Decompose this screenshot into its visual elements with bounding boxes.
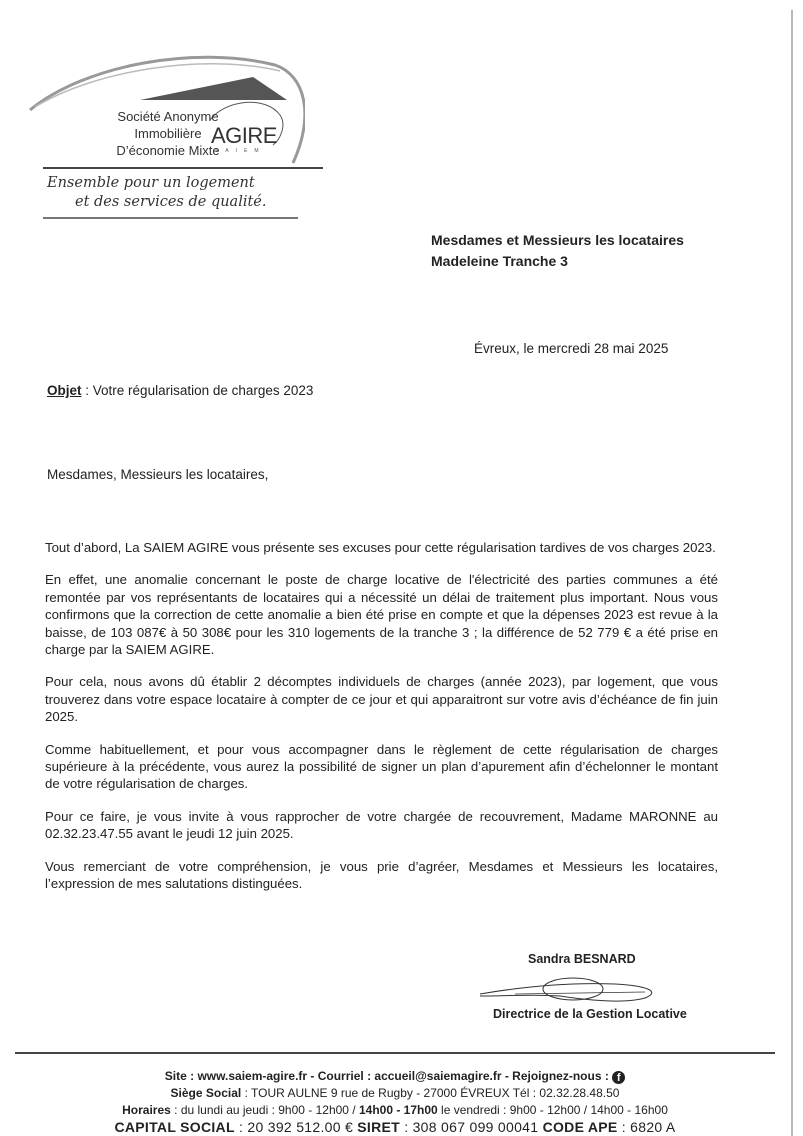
footer-divider	[15, 1052, 775, 1054]
paragraph: Pour cela, nous avons dû établir 2 décomptes individuels de charges (année 2023), par logement, que vous trouverez dans votre espace locataire à compter de ce jour et qui apparaitront sur votre avis d’échéance de fin juin 2025.	[45, 674, 718, 725]
salutation: Mesdames, Messieurs les locataires,	[47, 467, 269, 482]
paragraph: Comme habituellement, et pour vous accompagner dans le règlement de cette régularisation de charges supérieure à la précédente, vous aurez la possibilité de signer un plan d’apurement afin d’échelonner le montant de votre régularisation de charges.	[45, 741, 718, 792]
footer-address: Siège Social : TOUR AULNE 9 rue de Rugby - 27000 ÉVREUX Tél : 02.32.28.48.50	[170, 1086, 620, 1100]
phone-number: Tél : 02.32.28.48.50	[512, 1086, 620, 1100]
paragraph: En effet, une anomalie concernant le poste de charge locative de l'électricité des parties communes a été remontée par vos représentants de locataires qui a nécessité un délai de traitement plus important. Nous vous confirmons que la correction de cette anomalie a bien été prise en compte et que la dépenses 2023 est revue à la baisse, de 103 087€ à 50 308€ pour les 310 logements de la tranche 3 ; la différence de 52 779 € a été prise en charge par la SAIEM AGIRE.	[45, 572, 718, 658]
divider	[43, 167, 323, 169]
divider	[43, 217, 298, 219]
paragraph: Vous remerciant de votre compréhension, je vous prie d’agréer, Mesdames et Messieurs les locataires, l’expression de mes salutations distinguées.	[45, 858, 718, 892]
subject-label: Objet	[47, 383, 82, 398]
paragraph: Pour ce faire, je vous invite à vous rapprocher de votre chargée de recouvrement, Madame MARONNE au 02.32.23.47.55 avant le jeudi 12 juin 2025.	[45, 808, 718, 842]
signer-title: Directrice de la Gestion Locative	[493, 1007, 687, 1021]
brand-subtitle: SAIEM	[215, 148, 266, 154]
page-edge	[791, 10, 793, 1136]
brand-name: AGIRE	[211, 123, 277, 148]
company-logo	[25, 45, 305, 225]
letter-date: Évreux, le mercredi 28 mai 2025	[474, 341, 669, 356]
letter-body	[45, 539, 718, 908]
email-link[interactable]: accueil@saiemagire.fr	[374, 1069, 502, 1083]
signer-name: Sandra BESNARD	[528, 952, 636, 966]
website-link[interactable]: www.saiem-agire.fr	[197, 1069, 308, 1083]
recipient-address: Mesdames et Messieurs les locataires Madeleine Tranche 3	[431, 232, 684, 269]
paragraph: Tout d’abord, La SAIEM AGIRE vous présente ses excuses pour cette régularisation tardives de vos charges 2023.	[45, 540, 716, 555]
company-name: Société Anonyme Immobilière D’économie Mixte	[116, 109, 220, 158]
subject-text: Votre régularisation de charges 2023	[92, 383, 314, 398]
footer-contact: Site : www.saiem-agire.fr - Courriel : accueil@saiemagire.fr - Rejoignez-nous : f	[0, 1068, 790, 1085]
handwritten-signature-icon	[475, 972, 665, 1006]
footer-hours: Horaires : du lundi au jeudi : 9h00 - 12h00 / 14h00 - 17h00 le vendredi : 9h00 - 12h00 / 14h00 - 16h00	[122, 1103, 668, 1117]
footer-legal: CAPITAL SOCIAL : 20 392 512.00 € SIRET : 308 067 099 00041 CODE APE : 6820 A	[114, 1119, 676, 1135]
footer	[0, 1068, 790, 1136]
facebook-icon[interactable]: f	[612, 1071, 625, 1084]
subject-line: Objet : Votre régularisation de charges 2023	[47, 383, 314, 398]
slogan: Ensemble pour un logement et des services de qualité.	[47, 175, 267, 210]
